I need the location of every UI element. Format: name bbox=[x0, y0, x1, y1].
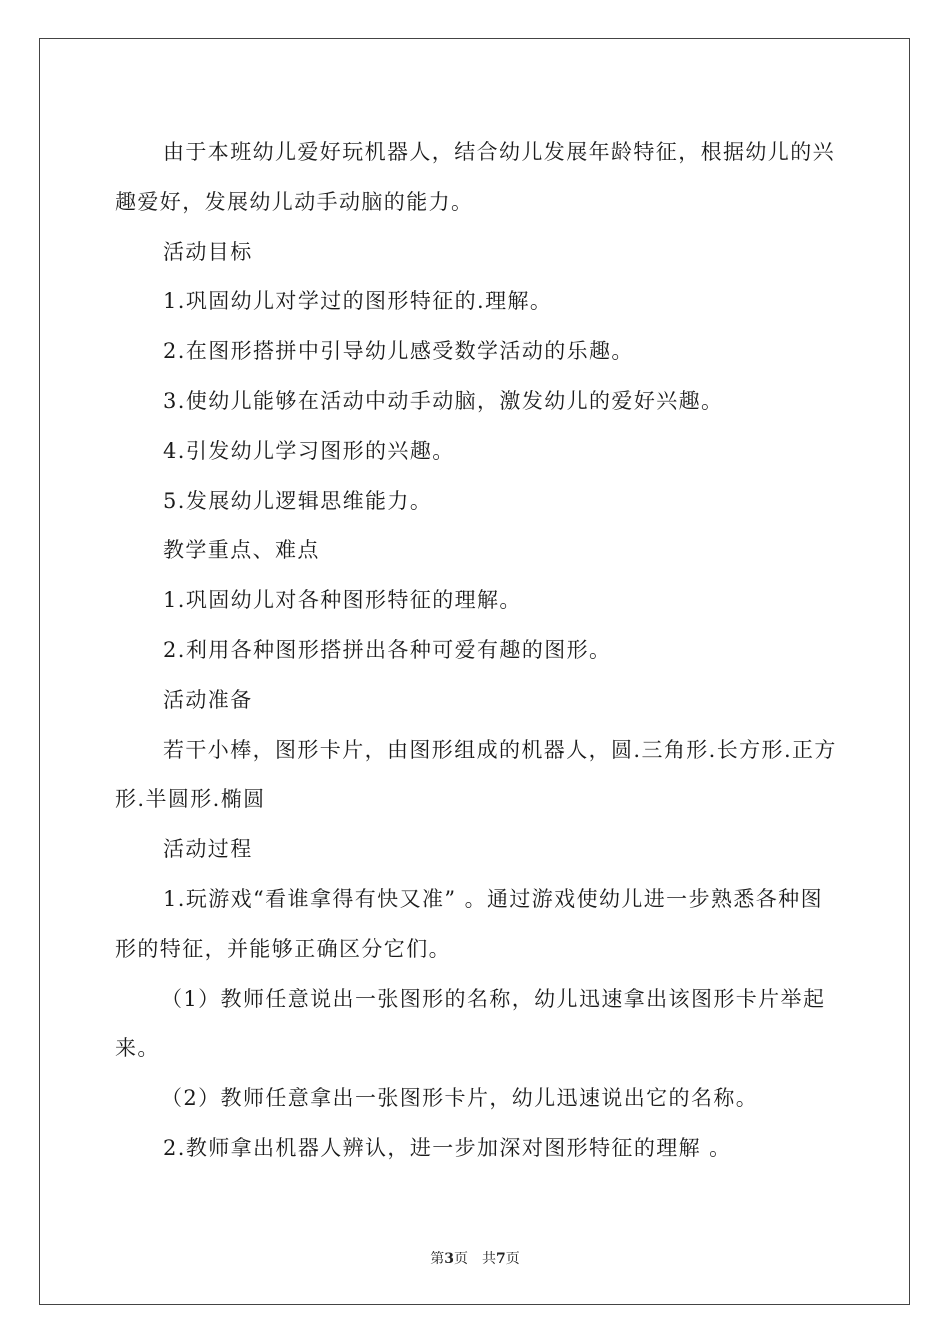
heading-activity-goals: 活动目标 bbox=[163, 239, 253, 264]
footer-mid: 页 共 bbox=[454, 1251, 496, 1267]
heading-process: 活动过程 bbox=[163, 837, 253, 862]
page-footer bbox=[0, 1248, 950, 1268]
footer-prefix: 第 bbox=[430, 1251, 445, 1267]
heading-preparation: 活动准备 bbox=[163, 687, 253, 712]
key-point-2: 2.利用各种图形搭拼出各种可爱有趣的图形。 bbox=[163, 637, 612, 662]
paragraph-intro: 由于本班幼儿爱好玩机器人，结合幼儿发展年龄特征，根据幼儿的兴趣爱好，发展幼儿动手动脑的能力。 bbox=[115, 140, 835, 214]
footer-page-total: 7 bbox=[496, 1251, 506, 1267]
process-step-2: 2.教师拿出机器人辨认，进一步加深对图形特征的理解 。 bbox=[163, 1135, 732, 1160]
footer-page-current: 3 bbox=[444, 1251, 454, 1267]
process-substep-1: （1）教师任意说出一张图形的名称，幼儿迅速拿出该图形卡片举起来。 bbox=[115, 986, 826, 1061]
document-body bbox=[115, 128, 845, 1174]
process-substep-2: （2）教师任意拿出一张图形卡片，幼儿迅速说出它的名称。 bbox=[161, 1086, 759, 1111]
process-step-1: 1.玩游戏“看谁拿得有快又准” 。通过游戏使幼儿进一步熟悉各种图形的特征，并能够正确区分它们。 bbox=[115, 886, 823, 961]
key-point-1: 1.巩固幼儿对各种图形特征的理解。 bbox=[163, 588, 522, 613]
goal-item-3: 3.使幼儿能够在活动中动手动脑，激发幼儿的爱好兴趣。 bbox=[163, 388, 724, 413]
goal-item-2: 2.在图形搭拼中引导幼儿感受数学活动的乐趣。 bbox=[163, 339, 634, 364]
goal-item-4: 4.引发幼儿学习图形的兴趣。 bbox=[163, 438, 455, 463]
goal-item-5: 5.发展幼儿逻辑思维能力。 bbox=[163, 488, 433, 513]
heading-key-points: 教学重点、难点 bbox=[163, 538, 320, 563]
preparation-text: 若干小棒，图形卡片，由图形组成的机器人，圆.三角形.长方形.正方形.半圆形.椭圆 bbox=[115, 737, 837, 812]
goal-item-1: 1.巩固幼儿对学过的图形特征的.理解。 bbox=[163, 289, 553, 314]
footer-suffix: 页 bbox=[505, 1251, 520, 1267]
